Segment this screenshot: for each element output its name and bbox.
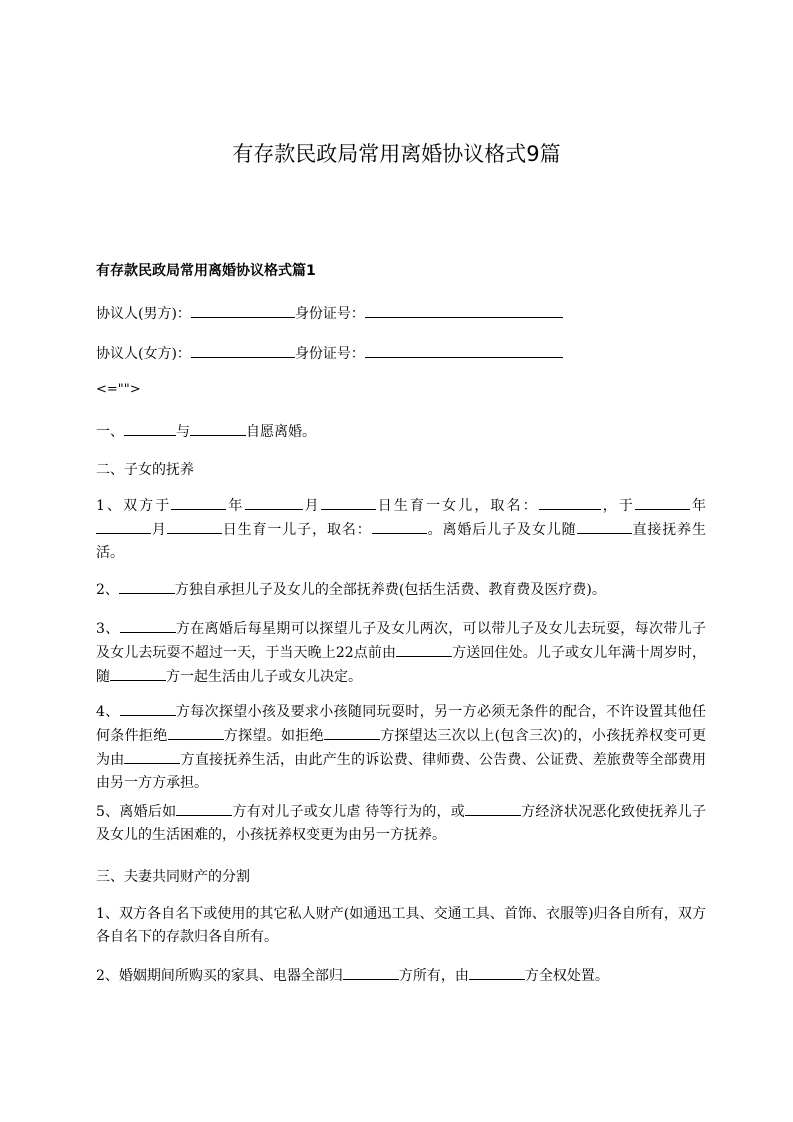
- section-heading: 有存款民政局常用离婚协议格式篇1: [96, 263, 316, 279]
- blank: [324, 724, 380, 740]
- female-id-label: 身份证号：: [294, 346, 365, 362]
- blank: [539, 494, 601, 510]
- c1-text-f: 年: [689, 498, 707, 514]
- c1-text-j: 直接抚养生活。: [96, 522, 707, 561]
- c1-text-b: 年: [226, 498, 245, 514]
- blank: [321, 494, 376, 510]
- blank: [469, 964, 525, 980]
- property-clause-2: [96, 964, 706, 988]
- children-clause-3: [96, 617, 706, 689]
- p2-text-a: 2、婚姻期间所购买的家具、电器全部归: [96, 968, 343, 984]
- c1-text-g: 月: [151, 522, 167, 538]
- c5-text-a: 5、离婚后如: [96, 804, 177, 820]
- blank: [465, 800, 521, 816]
- c3-text-b: 方在离婚后每星期可以探望儿子及女儿两次，可以带儿子及女儿去玩耍，每次带儿子及女儿去玩耍不超过一天，于当天晚上22点前由: [96, 621, 706, 661]
- blank: [110, 665, 166, 681]
- intro-text-a: 一、: [96, 424, 124, 440]
- blank: [120, 617, 176, 633]
- children-clause-5: [96, 800, 706, 847]
- c4-text-a: 4、: [96, 704, 120, 720]
- c3-text-c: 方送回住处。儿子或女儿年满十周岁时，随: [96, 645, 706, 685]
- c4-text-e: 方直接抚养生活，由此产生的诉讼费、律师费、公告费、公证费、差旅费等全部费用由另一方方承担。: [96, 752, 707, 791]
- c4-text-b: 方每次探望小孩及要求小孩随同玩耍时，另一方必须无条件的配合，不许设置其他任何条件拒绝: [96, 704, 706, 744]
- c1-text-c: 月: [302, 498, 321, 514]
- c1-text-e: ，于: [600, 498, 635, 514]
- c2-text-a: 2、: [96, 582, 119, 598]
- c1-text-i: 。离婚后儿子及女儿随: [426, 522, 577, 538]
- blank: [396, 641, 452, 657]
- male-id-blank: [365, 302, 563, 318]
- children-clause-4: [96, 700, 706, 795]
- female-party-label: 协议人(女方)：: [96, 346, 191, 362]
- female-name-blank: [191, 342, 295, 358]
- male-party-label: 协议人(男方)：: [96, 306, 191, 322]
- blank: [635, 494, 690, 510]
- blank: [167, 518, 222, 534]
- blank: [176, 800, 232, 816]
- c1-text-d: 日生育一女儿，取名：: [375, 498, 539, 514]
- female-id-blank: [365, 342, 563, 358]
- c5-text-c: 方经济状况恶化致使抚养儿子及女儿的生活困难的，小孩抚养权变更为由另一方抚养。: [96, 804, 706, 843]
- intro-text-b: 与: [176, 424, 190, 440]
- children-clause-1: [96, 494, 706, 565]
- c1-text-h: 日生育一儿子，取名：: [221, 522, 372, 538]
- blank: [168, 724, 224, 740]
- male-name-blank: [191, 302, 295, 318]
- blank: [120, 700, 176, 716]
- p2-text-b: 方所有，由: [398, 968, 469, 984]
- blank: [190, 420, 246, 436]
- c4-text-d: 方探望达三次以上(包含三次)的，小孩抚养权变可更为由: [96, 728, 707, 768]
- blank: [372, 518, 427, 534]
- children-heading: 二、子女的抚养: [96, 462, 194, 478]
- c2-text-b: 方独自承担儿子及女儿的全部抚养费(包括生活费、教育费及医疗费)。: [174, 582, 606, 598]
- blank: [577, 518, 632, 534]
- c3-text-d: 方一起生活由儿子或女儿决定。: [166, 669, 362, 685]
- c1-text-a: 1、双方于: [96, 498, 172, 514]
- male-party-line: [96, 302, 706, 326]
- male-id-label: 身份证号：: [294, 306, 365, 322]
- intro-text-c: 自愿离婚。: [246, 424, 316, 440]
- document-title: 有存款民政局常用离婚协议格式9篇: [232, 142, 561, 166]
- property-heading: 三、夫妻共同财产的分割: [96, 869, 250, 885]
- blank: [171, 494, 226, 510]
- blank: [119, 578, 175, 594]
- c5-text-b: 方有对儿子或女儿虐 待等行为的，或: [232, 804, 465, 820]
- female-party-line: [96, 342, 706, 366]
- code-fragment: <="">: [96, 382, 141, 397]
- blank: [124, 748, 180, 764]
- blank: [96, 518, 151, 534]
- blank: [124, 420, 176, 436]
- property-clause-1: 1、双方各自名下或使用的其它私人财产(如通迅工具、交通工具、首饰、衣服等)归各自所有，双方各自名下的存款归各自所有。: [96, 906, 706, 945]
- intro-line: [96, 420, 706, 444]
- blank: [245, 494, 303, 510]
- c4-text-c: 方探望。如拒绝: [223, 728, 324, 744]
- p2-text-c: 方全权处置。: [524, 968, 609, 984]
- c3-text-a: 3、: [96, 621, 120, 637]
- children-clause-2: [96, 578, 706, 602]
- blank: [343, 964, 399, 980]
